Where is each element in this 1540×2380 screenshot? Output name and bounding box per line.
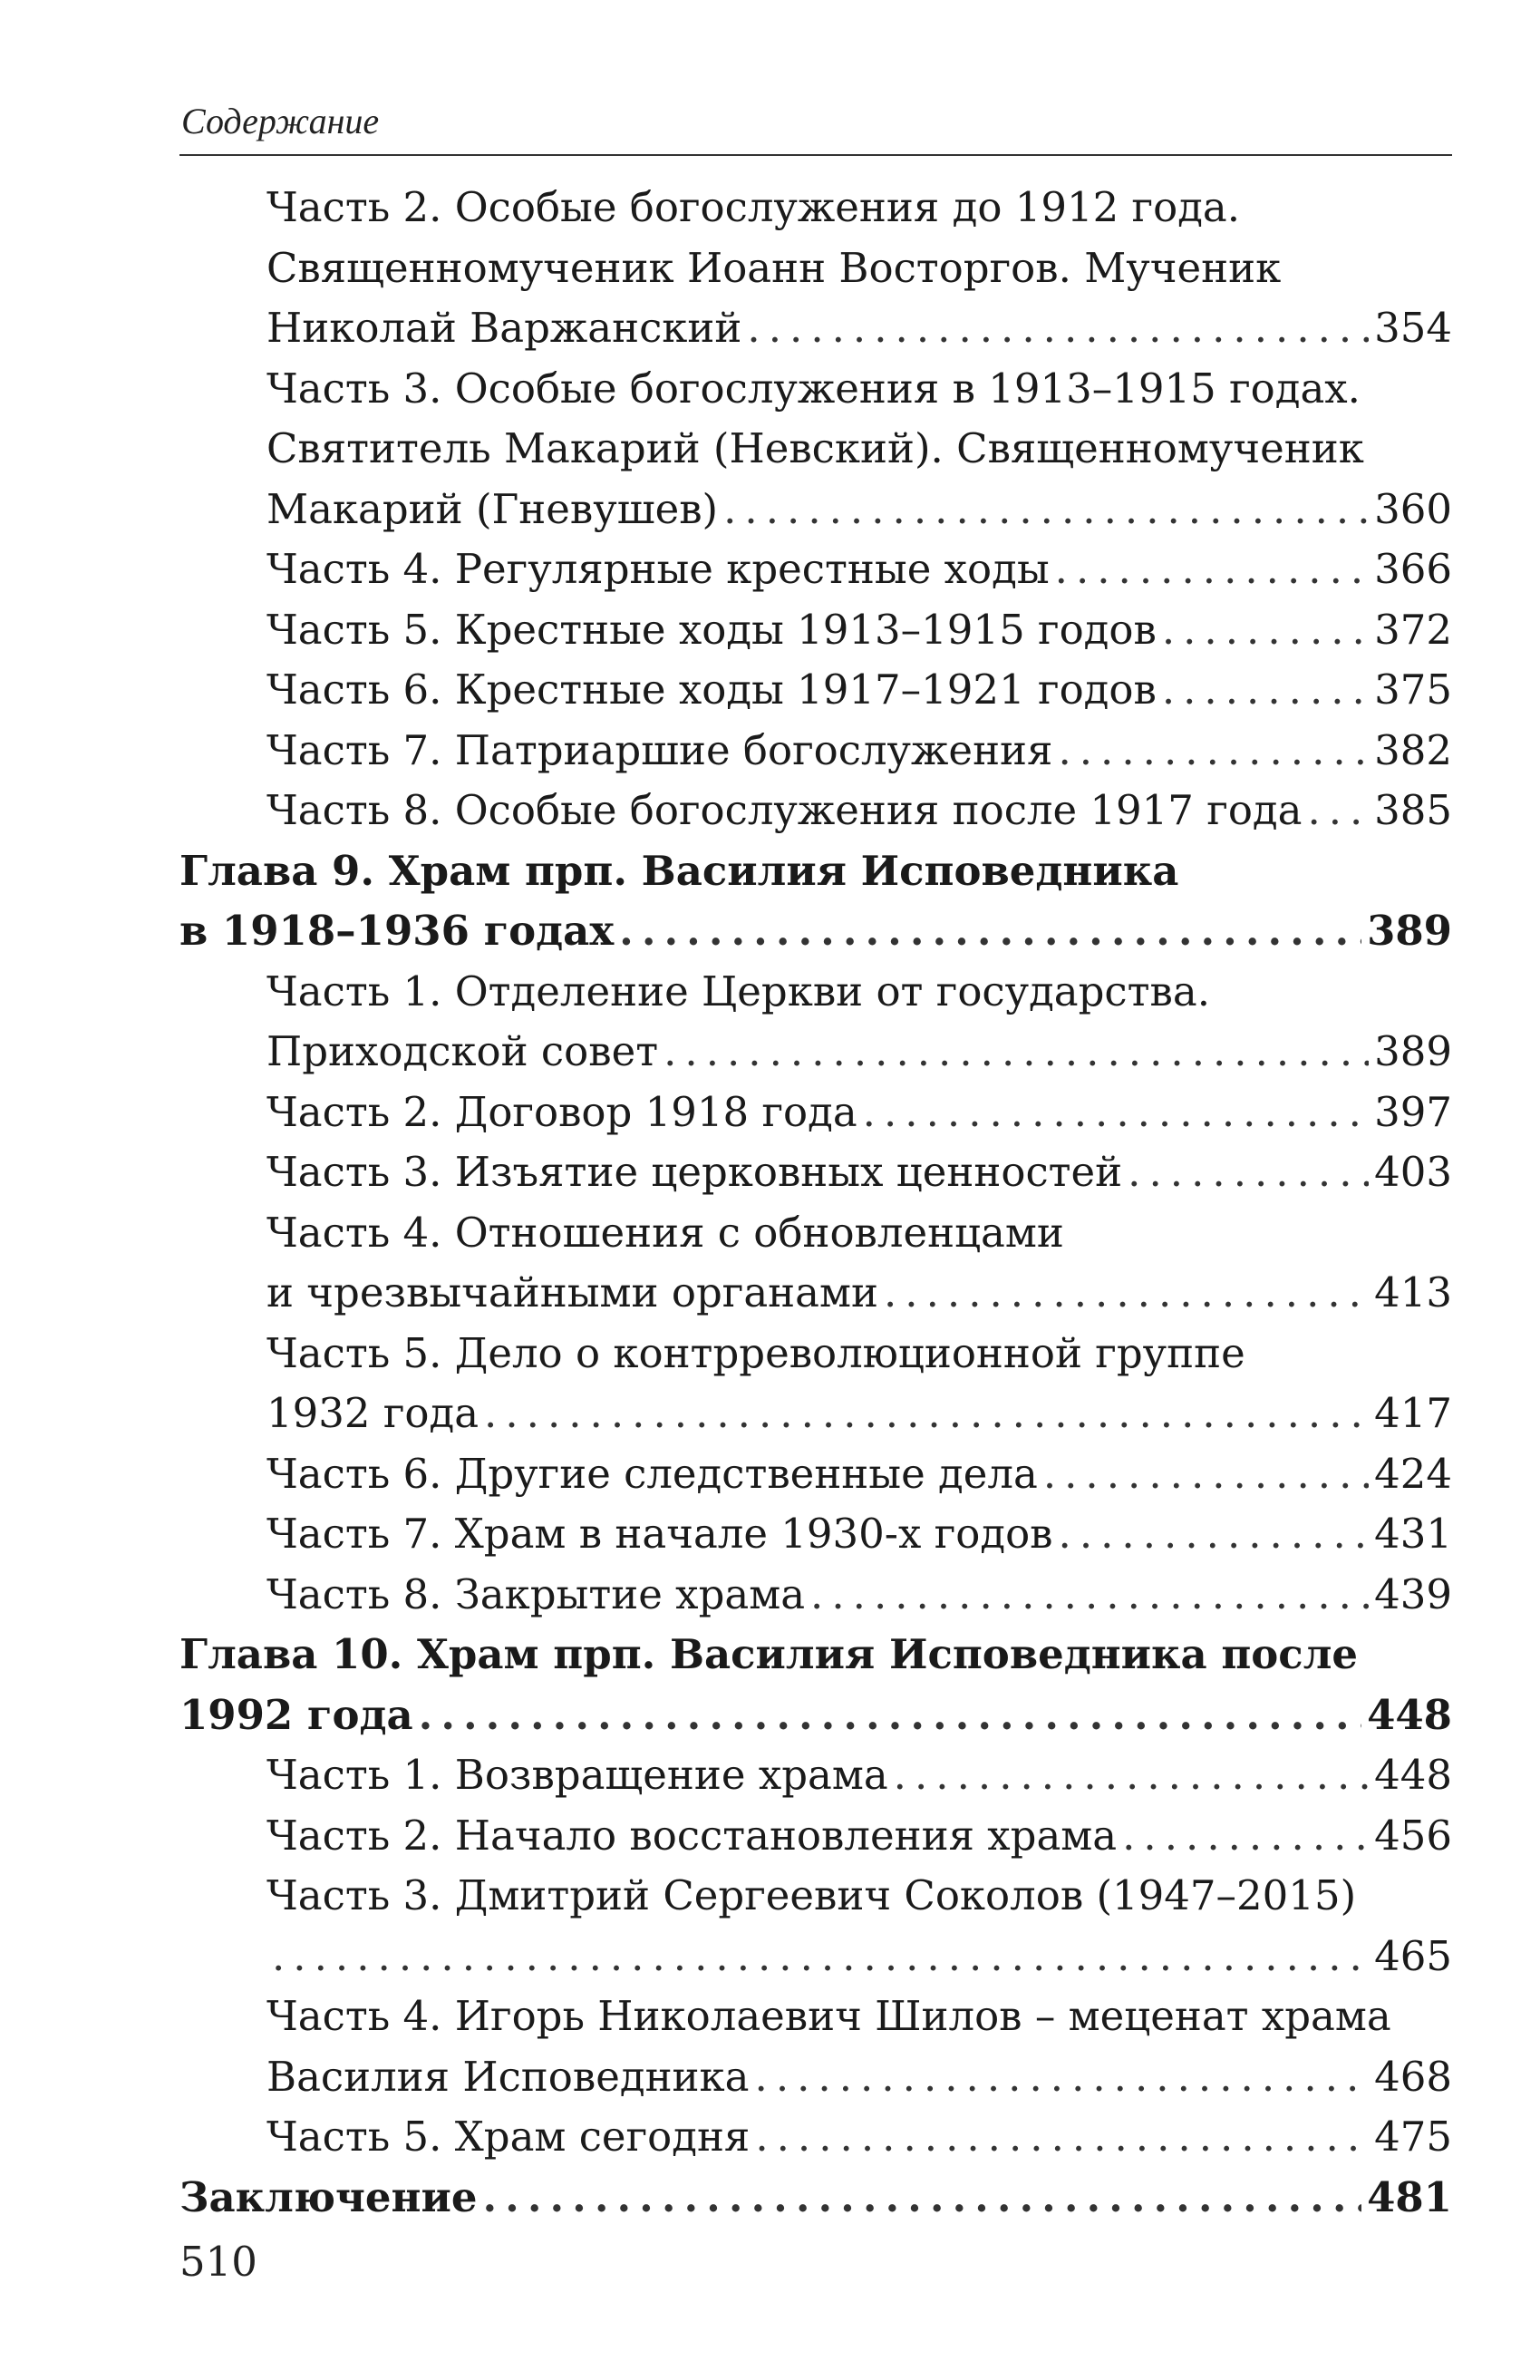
toc-part-entry: [179, 721, 1452, 782]
toc-entry-title-line: Приходской совет: [266, 1027, 659, 1075]
toc-part-entry: [179, 1203, 1452, 1324]
toc-page-number: 403: [1374, 1148, 1452, 1196]
dot-leader: [619, 901, 1361, 962]
toc-entry-title-line: Николай Варжанский: [266, 304, 742, 352]
toc-entry-row: [179, 1685, 1452, 1746]
dot-leader: [419, 1685, 1361, 1746]
toc-entry-row: [179, 2168, 1452, 2229]
toc-entry-title-line: Часть 1. Отделение Церкви от государства.: [266, 967, 1210, 1015]
header-rule: [179, 154, 1452, 156]
toc-page-number: 389: [1367, 907, 1452, 955]
toc-part-entry: [179, 1324, 1452, 1444]
toc-entry-title-line: Часть 8. Закрытие храма: [266, 1569, 806, 1618]
toc-part-entry: [179, 1806, 1452, 1867]
toc-entry-title-line: Часть 3. Изъятие церковных ценностей: [266, 1148, 1123, 1196]
toc-page-number: 448: [1374, 1751, 1452, 1799]
dot-leader: [1055, 539, 1369, 600]
dot-leader: [483, 2168, 1362, 2229]
toc-entry-title-line: Часть 6. Крестные ходы 1917–1921 годов: [266, 665, 1157, 714]
toc-part-entry: [179, 1504, 1452, 1565]
dot-leader: [272, 1927, 1369, 1987]
dot-leader: [810, 1565, 1369, 1626]
toc-part-entry: [179, 1987, 1452, 2107]
page-number: 510: [179, 2238, 257, 2286]
toc-page-number: 397: [1374, 1087, 1452, 1136]
toc-part-entry: [179, 1444, 1452, 1505]
toc-entry-title-line: Василия Исповедника: [266, 2052, 750, 2101]
toc-entry-row: [266, 600, 1452, 661]
toc-page-number: 389: [1374, 1027, 1452, 1075]
toc-entry-row: [266, 1083, 1452, 1143]
dot-leader: [755, 2107, 1369, 2168]
toc-page-number: 417: [1374, 1389, 1452, 1437]
toc-page-number: 468: [1374, 2052, 1452, 2101]
toc-entry-title-line: Часть 4. Игорь Николаевич Шилов – меценат храма: [266, 1992, 1391, 2040]
toc-part-entry: [179, 1142, 1452, 1203]
toc-entry-title-line: Часть 3. Особые богослужения в 1913–1915 годах.: [266, 364, 1361, 413]
toc-entry-row: [266, 539, 1452, 600]
dot-leader: [755, 2047, 1370, 2108]
toc-chapter-entry: [179, 841, 1452, 962]
dot-leader: [484, 1384, 1369, 1444]
toc-page-number: 448: [1367, 1690, 1452, 1739]
dot-leader: [723, 480, 1369, 540]
dot-leader: [863, 1083, 1369, 1143]
toc-part-entry: [179, 600, 1452, 661]
toc-page-number: 354: [1374, 304, 1452, 352]
toc-part-entry: [179, 2107, 1452, 2168]
toc-part-entry: [179, 359, 1452, 540]
toc-part-entry: [179, 1083, 1452, 1143]
toc-entry-title-line: в 1918–1936 годах: [179, 907, 615, 955]
table-of-contents: [179, 178, 1452, 2228]
toc-entry-row: [266, 2107, 1452, 2168]
toc-entry-row: [266, 1142, 1452, 1203]
toc-entry-row: [266, 480, 1452, 540]
toc-page-number: 413: [1374, 1268, 1452, 1316]
toc-page-number: 372: [1374, 605, 1452, 654]
toc-page-number: 475: [1374, 2113, 1452, 2161]
toc-part-entry: [179, 1866, 1452, 1987]
toc-entry-title-line: Часть 7. Храм в начале 1930-х годов: [266, 1510, 1053, 1558]
toc-entry-title-line: Заключение: [179, 2172, 478, 2221]
toc-entry-title-line: Священномученик Иоанн Восторгов. Мученик: [266, 243, 1282, 292]
dot-leader: [1043, 1444, 1369, 1505]
toc-entry-row: [266, 1565, 1452, 1626]
toc-part-entry: [179, 660, 1452, 721]
toc-part-entry: [179, 781, 1452, 841]
dot-leader: [884, 1263, 1369, 1324]
toc-page-number: 375: [1374, 665, 1452, 714]
toc-part-entry: [179, 1565, 1452, 1626]
toc-entry-row: [266, 721, 1452, 782]
dot-leader: [1307, 781, 1369, 841]
toc-entry-row: [266, 1384, 1452, 1444]
dot-leader: [894, 1745, 1369, 1806]
toc-part-entry: [179, 962, 1452, 1083]
toc-page-number: 439: [1374, 1569, 1452, 1618]
toc-entry-title-line: Часть 6. Другие следственные дела: [266, 1449, 1038, 1498]
dot-leader: [1162, 600, 1369, 661]
toc-entry-title-line: Часть 7. Патриаршие богослужения: [266, 725, 1053, 774]
dot-leader: [663, 1022, 1369, 1083]
toc-chapter-entry: [179, 2168, 1452, 2229]
toc-entry-row: [266, 781, 1452, 841]
running-head: Содержание: [181, 101, 380, 141]
toc-page-number: 481: [1367, 2172, 1452, 2221]
dot-leader: [1059, 1504, 1370, 1565]
toc-entry-row: [266, 1444, 1452, 1505]
toc-entry-title-line: Часть 2. Договор 1918 года: [266, 1087, 857, 1136]
toc-page-number: 366: [1374, 545, 1452, 593]
toc-entry-title-line: Часть 5. Дело о контрреволюционной группе: [266, 1328, 1245, 1377]
toc-page-number: 456: [1374, 1811, 1452, 1860]
toc-entry-title-line: Часть 2. Особые богослужения до 1912 года.: [266, 183, 1241, 231]
toc-entry-row: [266, 1806, 1452, 1867]
dot-leader: [1128, 1142, 1369, 1203]
toc-entry-title-line: Часть 4. Регулярные крестные ходы: [266, 545, 1050, 593]
toc-page-number: 465: [1374, 1931, 1452, 1980]
toc-entry-title-line: Глава 10. Храм прп. Василия Исповедника после: [179, 1630, 1359, 1678]
toc-entry-title-line: и чрезвычайными органами: [266, 1268, 878, 1316]
toc-part-entry: [179, 539, 1452, 600]
toc-entry-title-line: Макарий (Гневушев): [266, 484, 719, 533]
toc-page-number: 360: [1374, 484, 1452, 533]
toc-entry-title-line: Часть 5. Крестные ходы 1913–1915 годов: [266, 605, 1157, 654]
dot-leader: [1058, 721, 1369, 782]
toc-entry-title-line: Святитель Макарий (Невский). Священномученик: [266, 424, 1364, 472]
toc-entry-row: [266, 1263, 1452, 1324]
toc-page-number: 424: [1374, 1449, 1452, 1498]
toc-entry-row: [266, 1745, 1452, 1806]
toc-entry-title-line: Часть 1. Возвращение храма: [266, 1751, 888, 1799]
toc-entry-row: [266, 298, 1452, 359]
toc-entry-title-line: Часть 2. Начало восстановления храма: [266, 1811, 1118, 1860]
toc-entry-row: [179, 901, 1452, 962]
dot-leader: [1122, 1806, 1369, 1867]
toc-entry-row: [266, 1504, 1452, 1565]
toc-entry-title-line: Часть 8. Особые богослужения после 1917 года: [266, 786, 1303, 834]
toc-entry-title-line: 1992 года: [179, 1690, 413, 1739]
toc-part-entry: [179, 1745, 1452, 1806]
toc-page-number: 382: [1374, 725, 1452, 774]
toc-part-entry: [179, 178, 1452, 359]
toc-entry-row: [266, 1022, 1452, 1083]
toc-entry-row: [266, 2047, 1452, 2108]
toc-entry-title-line: 1932 года: [266, 1389, 479, 1437]
dot-leader: [1162, 660, 1369, 721]
toc-entry-title-line: Часть 3. Дмитрий Сергеевич Соколов (1947–2015): [266, 1871, 1357, 1919]
toc-entry-row: [266, 1927, 1452, 1987]
toc-entry-row: [266, 660, 1452, 721]
toc-entry-title-line: Часть 5. Храм сегодня: [266, 2113, 751, 2161]
toc-entry-title-line: Часть 4. Отношения с обновленцами: [266, 1208, 1064, 1257]
toc-page-number: 431: [1374, 1510, 1452, 1558]
toc-entry-title-line: Глава 9. Храм прп. Василия Исповедника: [179, 846, 1179, 895]
toc-page-number: 385: [1374, 786, 1452, 834]
toc-chapter-entry: [179, 1625, 1452, 1745]
dot-leader: [747, 298, 1369, 359]
